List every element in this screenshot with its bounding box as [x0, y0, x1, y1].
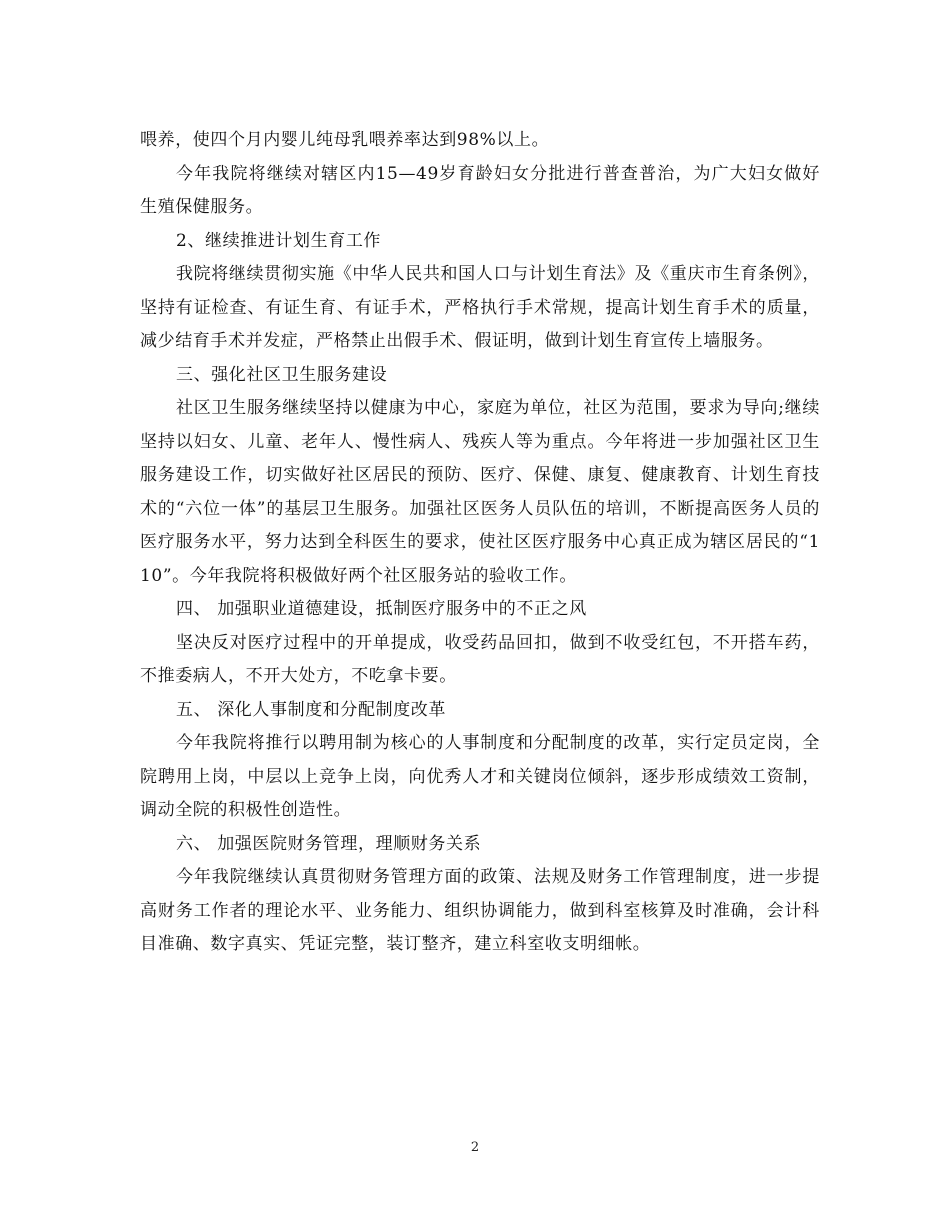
section-heading-finance: 六、 加强医院财务管理，理顺财务关系	[176, 833, 482, 854]
paragraph-personnel-reform: 今年我院将推行以聘用制为核心的人事制度和分配制度的改革，实行定员定岗，全院聘用上岗，中层以上竞争上岗，向优秀人才和关键岗位倾斜，逐步形成绩效工资制，调动全院的积极性创造性。	[140, 733, 820, 820]
section-heading-personnel-reform: 五、 深化人事制度和分配制度改革	[176, 699, 447, 720]
section-heading-community-health: 三、强化社区卫生服务建设	[176, 364, 388, 385]
paragraph-2: 今年我院将继续对辖区内15—49岁育龄妇女分批进行普查普治，为广大妇女做好生殖保健服务。	[140, 163, 820, 217]
section-heading-family-planning: 2、继续推进计划生育工作	[176, 230, 382, 251]
paragraph-finance: 今年我院继续认真贯彻财务管理方面的政策、法规及财务工作管理制度，进一步提高财务工作者的理论水平、业务能力、组织协调能力，做到科室核算及时准确，会计科目准确、数字真实、凭证完整，装订整齐，建立科室收支明细帐。	[140, 867, 820, 954]
paragraph-1: 喂养，使四个月内婴儿纯母乳喂养率达到98%以上。	[140, 130, 550, 150]
page-number: 2	[470, 1140, 480, 1155]
paragraph-community-health: 社区卫生服务继续坚持以健康为中心，家庭为单位，社区为范围，要求为导向;继续坚持以妇女、儿童、老年人、慢性病人、残疾人等为重点。今年将进一步加强社区卫生服务建设工作，切实做好社区居民的预防、医疗、保健、康复、健康教育、计划生育技术的“六位一体”的基层卫生服务。加强社区医务人员队伍的培训，不断提高医务人员的医疗服务水平，努力达到全科医生的要求，使社区医疗服务中心真正成为辖区居民的“110”。今年我院将积极做好两个社区服务站的验收工作。	[140, 398, 820, 586]
section-heading-ethics: 四、 加强职业道德建设，抵制医疗服务中的不正之风	[176, 599, 587, 619]
paragraph-ethics: 坚决反对医疗过程中的开单提成，收受药品回扣，做到不收受红包，不开搭车药，不推委病人，不开大处方，不吃拿卡要。	[140, 632, 820, 686]
paragraph-family-planning: 我院将继续贯彻实施《中华人民共和国人口与计划生育法》及《重庆市生育条例》，坚持有证检查、有证生育、有证手术，严格执行手术常规，提高计划生育手术的质量，减少结育手术并发症，严格禁止出假手术、假证明，做到计划生育宣传上墙服务。	[140, 264, 820, 351]
document-body	[140, 124, 820, 962]
